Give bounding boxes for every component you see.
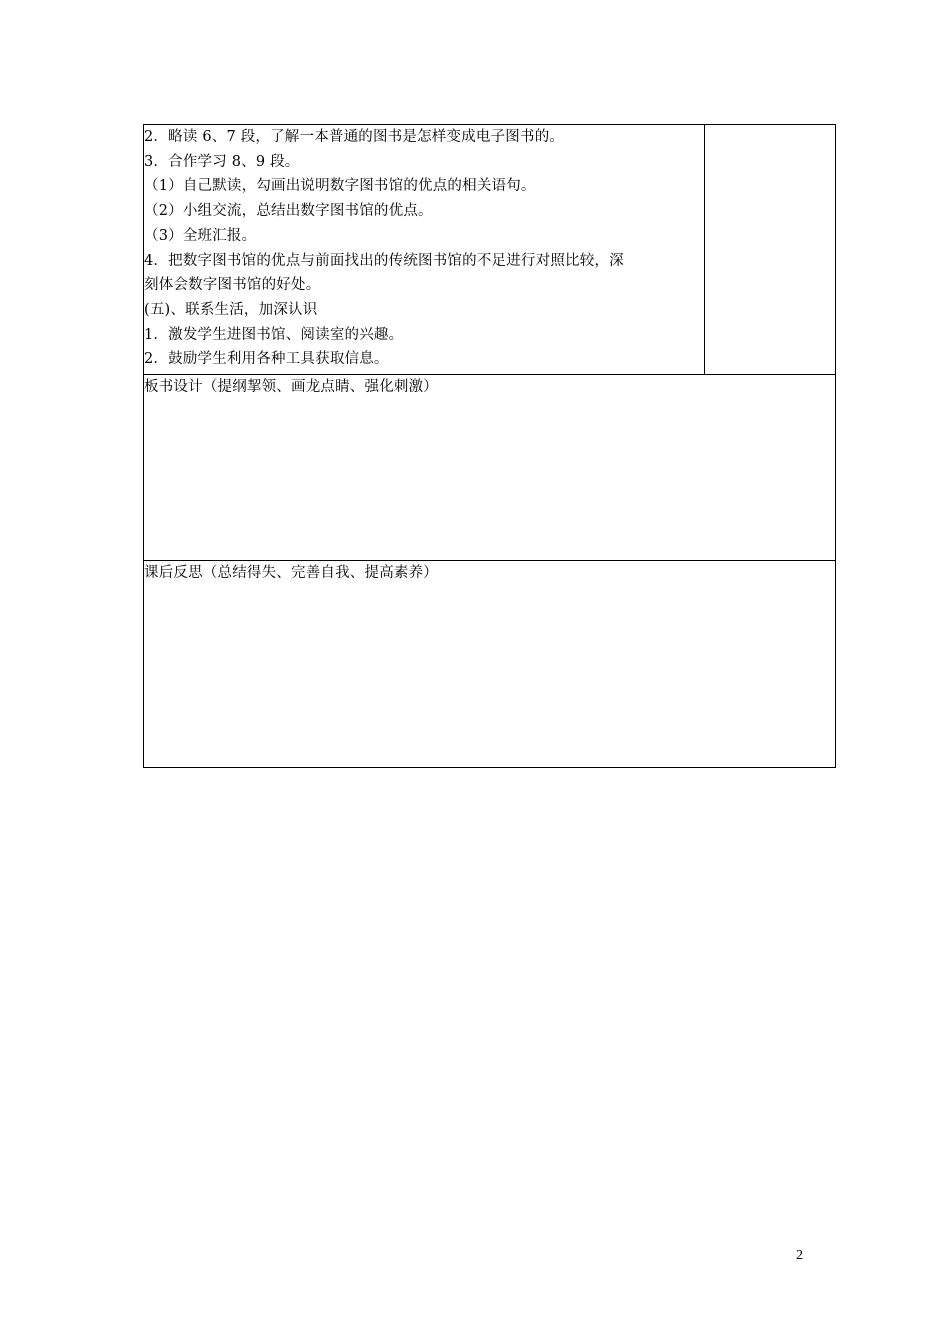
- step-line: 刻体会数字图书馆的好处。: [144, 277, 321, 294]
- lesson-steps-cell: [144, 125, 705, 375]
- reflection-row: [144, 561, 836, 768]
- step-line: （2）小组交流，总结出数字图书馆的优点。: [144, 203, 433, 220]
- section-heading: (五)、联系生活，加深认识: [144, 301, 318, 318]
- reflection-heading: 课后反思（总结得失、完善自我、提高素养）: [144, 565, 438, 581]
- step-line: （3）全班汇报。: [144, 227, 257, 244]
- notes-cell: [705, 125, 836, 375]
- board-design-cell: [144, 375, 836, 561]
- step-line: 2．鼓励学生利用各种工具获取信息。: [144, 351, 389, 368]
- lesson-steps-row: [144, 125, 836, 375]
- board-design-heading: 板书设计（提纲挈领、画龙点睛、强化刺激）: [144, 379, 438, 395]
- board-design-row: [144, 375, 836, 561]
- step-line: 4．把数字图书馆的优点与前面找出的传统图书馆的不足进行对照比较，深: [144, 252, 624, 269]
- step-line: 3．合作学习 8、9 段。: [144, 153, 300, 170]
- step-line: 2．略读 6、7 段，了解一本普通的图书是怎样变成电子图书的。: [144, 129, 565, 145]
- reflection-cell: [144, 561, 836, 768]
- lesson-plan-table: [143, 124, 836, 768]
- step-line: 1．激发学生进图书馆、阅读室的兴趣。: [144, 326, 404, 343]
- page-number: 2: [796, 1248, 803, 1263]
- step-line: （1）自己默读，勾画出说明数字图书馆的优点的相关语句。: [144, 178, 536, 195]
